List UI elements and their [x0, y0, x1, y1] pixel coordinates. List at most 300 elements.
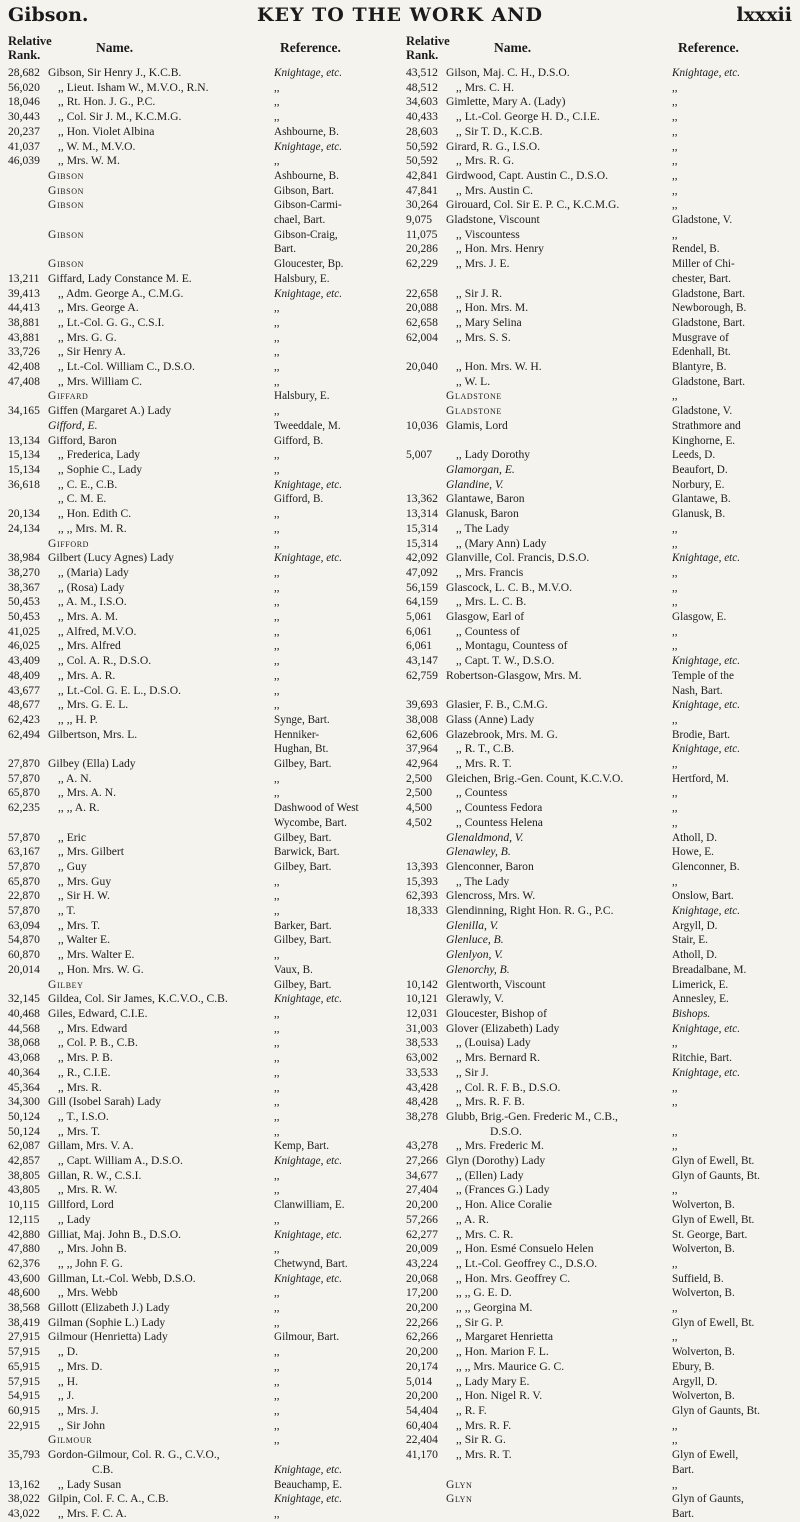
index-entry	[406, 1051, 794, 1066]
entry-reference: Gibson-Craig,	[274, 228, 338, 241]
entry-name: ,, Guy	[58, 859, 87, 873]
entry-reference: ,,	[274, 81, 280, 94]
entry-name: Gleichen, Brig.-Gen. Count, K.C.V.O.	[446, 771, 624, 785]
entry-name: ,, Rt. Hon. J. G., P.C.	[58, 95, 156, 109]
entry-name: ,, Sir John	[58, 1418, 106, 1432]
entry-reference: Kinghorne, E.	[672, 434, 736, 447]
entry-name: Glantawe, Baron	[446, 492, 525, 506]
index-entry	[406, 978, 794, 993]
entry-reference: ,,	[274, 155, 280, 168]
entry-reference: Temple of the	[672, 669, 734, 682]
entry-reference: ,,	[274, 1404, 280, 1417]
index-entry	[8, 551, 396, 566]
entry-rank: 56,159	[406, 580, 438, 594]
index-entry	[8, 1154, 396, 1169]
entry-name: ,, Mrs. Edward	[58, 1021, 128, 1035]
index-entry	[406, 492, 794, 507]
entry-reference: Dashwood of West	[274, 802, 359, 815]
index-entry	[8, 1242, 396, 1257]
entry-reference: Wolverton, B.	[672, 1243, 735, 1256]
index-entry	[406, 95, 794, 110]
entry-rank: 38,419	[8, 1315, 40, 1329]
entry-reference: Gilbey, Bart.	[274, 934, 332, 947]
entry-reference: Gilbey, Bart.	[274, 978, 332, 991]
entry-rank: 18,333	[406, 904, 438, 918]
entry-name: ,, Lady	[58, 1212, 91, 1226]
entry-name: ,, R. T., C.B.	[456, 742, 515, 756]
entry-name: ,, Sir J.	[456, 1065, 489, 1079]
entry-rank: 50,453	[8, 610, 40, 624]
entry-reference: ,,	[274, 331, 280, 344]
entry-name: ,, Capt. T. W., D.S.O.	[456, 654, 555, 668]
entry-reference: Onslow, Bart.	[672, 890, 734, 903]
entry-reference: ,,	[274, 346, 280, 359]
entry-name: Giles, Edward, C.I.E.	[48, 1007, 148, 1020]
entry-reference: ,,	[672, 1257, 678, 1270]
index-entry	[8, 1257, 396, 1272]
entry-reference: Knightage, etc.	[274, 140, 343, 153]
entry-name: ,, Mrs. A. R.	[58, 668, 116, 682]
entry-rank: 22,404	[406, 1433, 438, 1447]
index-entry	[8, 1110, 396, 1125]
index-entry	[406, 684, 794, 699]
entry-reference: Knightage, etc.	[274, 1228, 343, 1241]
entry-name: Gilbertson, Mrs. L.	[48, 727, 138, 741]
entry-reference: ,,	[672, 199, 678, 212]
index-entry	[8, 713, 396, 728]
entry-name: Gladstone	[446, 404, 502, 418]
entry-rank: 47,092	[406, 565, 438, 579]
entry-reference: ,,	[274, 1390, 280, 1403]
entry-reference: Glyn of Gaunts, Bt.	[672, 1169, 760, 1182]
entry-rank: 30,443	[8, 110, 40, 124]
entry-reference: ,,	[274, 508, 280, 521]
entry-reference: ,,	[274, 96, 280, 109]
entry-rank: 12,031	[406, 1007, 438, 1020]
entry-rank: 39,413	[8, 286, 40, 300]
entry-name: ,, ,, Mrs. M. R.	[58, 521, 127, 535]
index-entry	[8, 184, 396, 199]
entry-name: ,, Countess of	[456, 624, 520, 638]
entry-rank: 65,870	[8, 786, 40, 800]
entry-rank: 60,404	[406, 1418, 438, 1432]
entry-reference: ,,	[672, 1184, 678, 1197]
entry-name: ,, Mrs. Guy	[58, 874, 112, 888]
index-entry	[8, 81, 396, 96]
entry-reference: ,,	[274, 375, 280, 388]
entry-name: Giffen (Margaret A.) Lady	[48, 404, 172, 418]
index-entry	[8, 933, 396, 948]
index-entry	[8, 875, 396, 890]
entry-name: ,, W. L.	[456, 374, 491, 388]
entry-name: ,, Countess	[456, 786, 508, 800]
entry-reference: Gilbey, Bart.	[274, 860, 332, 873]
index-entry	[8, 95, 396, 110]
entry-reference: ,,	[274, 1110, 280, 1123]
index-entry	[8, 492, 396, 507]
entry-rank: 18,046	[8, 95, 40, 109]
entry-reference: Glyn of Ewell, Bt.	[672, 1316, 755, 1329]
entry-reference: Breadalbane, M.	[672, 963, 747, 976]
entry-reference: Glenconner, B.	[672, 860, 740, 873]
entry-name: ,, Lieut. Isham W., M.V.O., R.N.	[58, 80, 209, 94]
entry-reference: ,,	[672, 1096, 678, 1109]
entry-rank: 20,174	[406, 1359, 438, 1373]
entry-name: Glover (Elizabeth) Lady	[446, 1021, 560, 1035]
entry-name: Glenconner, Baron	[446, 859, 534, 873]
entry-reference: Wolverton, B.	[672, 1390, 735, 1403]
index-entry	[406, 1375, 794, 1390]
entry-reference: ,,	[274, 1169, 280, 1182]
entry-rank: 20,200	[406, 1389, 438, 1403]
entry-reference: ,,	[274, 405, 280, 418]
entry-rank: 15,134	[8, 462, 40, 476]
entry-name: Gimlette, Mary A. (Lady)	[446, 95, 566, 109]
entry-reference: ,,	[274, 1052, 280, 1065]
entry-reference: Stair, E.	[672, 934, 708, 947]
entry-name: Gilbey	[48, 977, 84, 991]
entry-reference: ,,	[274, 581, 280, 594]
entry-name: ,, Hon. Violet Albina	[58, 124, 155, 138]
index-entry	[406, 1022, 794, 1037]
entry-rank: 24,134	[8, 521, 40, 535]
index-entry	[406, 566, 794, 581]
entry-name: ,, Col. P. B., C.B.	[58, 1036, 138, 1050]
entry-name: ,, Mrs. T.	[58, 1124, 101, 1138]
index-entry	[8, 213, 396, 228]
index-entry	[406, 1316, 794, 1331]
entry-rank: 33,533	[406, 1065, 438, 1079]
entry-name: Glazebrook, Mrs. M. G.	[446, 727, 558, 741]
entry-rank: 20,200	[406, 1345, 438, 1359]
entry-reference: Atholl, D.	[672, 949, 718, 962]
entry-rank: 38,008	[406, 712, 438, 726]
entry-rank: 43,068	[8, 1051, 40, 1065]
entry-reference: Hughan, Bt.	[274, 743, 329, 756]
index-entry	[406, 1198, 794, 1213]
entry-rank: 43,022	[8, 1506, 40, 1520]
index-entry	[406, 389, 794, 404]
entry-name: ,, Mrs. P. B.	[58, 1051, 113, 1065]
entry-name: ,, Sir J. R.	[456, 286, 503, 300]
entry-reference: ,,	[274, 1125, 280, 1138]
entry-rank: 62,494	[8, 727, 40, 741]
index-entry	[8, 654, 396, 669]
entry-reference: Suffield, B.	[672, 1272, 724, 1285]
index-entry	[406, 625, 794, 640]
entry-reference: Gladstone, V.	[672, 214, 733, 227]
index-entry	[406, 1257, 794, 1272]
index-entry	[406, 1036, 794, 1051]
entry-reference: Knightage, etc.	[672, 552, 741, 565]
entry-name: ,, Countess Helena	[456, 815, 543, 829]
index-entry	[8, 1213, 396, 1228]
index-entry	[406, 742, 794, 757]
entry-reference: ,,	[672, 169, 678, 182]
entry-name: ,, Mrs. W. M.	[58, 154, 120, 168]
entry-rank: 41,170	[406, 1448, 438, 1462]
entry-name: Gillford, Lord	[48, 1198, 114, 1212]
entry-rank: 38,022	[8, 1492, 40, 1506]
entry-name: Glyn (Dorothy) Lady	[446, 1154, 546, 1168]
entry-reference: ,,	[672, 184, 678, 197]
entry-rank: 43,512	[406, 66, 438, 79]
index-entry	[406, 1125, 794, 1140]
running-head	[8, 4, 792, 30]
index-entry	[8, 1139, 396, 1154]
index-entry	[406, 1330, 794, 1345]
entry-name: Gilliat, Maj. John B., D.S.O.	[48, 1227, 182, 1241]
entry-rank: 28,603	[406, 124, 438, 138]
index-entry	[8, 1419, 396, 1434]
index-entry	[406, 1139, 794, 1154]
entry-reference: Knightage, etc.	[274, 478, 343, 491]
index-entry	[406, 478, 794, 493]
entry-rank: 48,677	[8, 698, 40, 712]
entry-name: ,, Lt.-Col. G. G., C.S.I.	[58, 315, 165, 329]
index-entry	[8, 316, 396, 331]
entry-list	[8, 66, 396, 1522]
entry-name: Glentworth, Viscount	[446, 977, 546, 991]
entry-rank: 57,870	[8, 771, 40, 785]
entry-name: ,, A. N.	[58, 771, 92, 785]
index-entry	[8, 669, 396, 684]
entry-rank: 48,600	[8, 1286, 40, 1300]
entry-name: ,, Alfred, M.V.O.	[58, 624, 137, 638]
entry-rank: 50,453	[8, 595, 40, 609]
entry-name: ,, Mrs. R. T.	[456, 757, 512, 771]
index-entry	[406, 1110, 794, 1125]
entry-reference: Glyn of Gaunts,	[672, 1493, 744, 1506]
entry-reference: Beauchamp, E.	[274, 1478, 343, 1491]
entry-name: Gilbey (Ella) Lady	[48, 757, 136, 771]
index-entry	[406, 1095, 794, 1110]
entry-rank: 40,468	[8, 1007, 40, 1020]
index-entry	[406, 140, 794, 155]
entry-name: Gildea, Col. Sir James, K.C.V.O., C.B.	[48, 992, 228, 1006]
entry-name: Gibson	[48, 168, 84, 182]
entry-reference: ,,	[274, 1213, 280, 1226]
entry-name: Gilbert (Lucy Agnes) Lady	[48, 551, 174, 565]
index-entry	[406, 772, 794, 787]
index-entry	[8, 1433, 396, 1448]
entry-reference: chester, Bart.	[672, 272, 731, 285]
entry-rank: 54,404	[406, 1403, 438, 1417]
entry-name: Glendinning, Right Hon. R. G., P.C.	[446, 904, 614, 918]
entry-name: ,, Hon. Alice Coralie	[456, 1198, 552, 1212]
index-entry	[8, 287, 396, 302]
entry-rank: 62,393	[406, 889, 438, 903]
entry-reference: ,,	[672, 1140, 678, 1153]
index-entry	[406, 757, 794, 772]
index-entry	[406, 125, 794, 140]
entry-name: ,, Walter E.	[58, 933, 110, 947]
entry-name: Glenluce, B.	[446, 933, 504, 947]
entry-rank: 50,124	[8, 1109, 40, 1123]
index-entry	[8, 1507, 396, 1522]
index-entry	[8, 1330, 396, 1345]
entry-rank: 46,025	[8, 639, 40, 653]
entry-reference: Glyn of Gaunts, Bt.	[672, 1404, 760, 1417]
entry-reference: chael, Bart.	[274, 214, 326, 227]
entry-name: ,, Mrs. Francis	[456, 565, 524, 579]
index-entry	[406, 948, 794, 963]
page-number: lxxxii	[736, 4, 792, 26]
entry-name: ,, Mrs. C. H.	[456, 80, 514, 94]
index-entry	[406, 434, 794, 449]
entry-reference: Nash, Bart.	[672, 684, 723, 697]
entry-reference: Glantawe, B.	[672, 493, 731, 506]
entry-rank: 47,408	[8, 374, 40, 388]
entry-rank: 27,266	[406, 1154, 438, 1168]
entry-rank: 43,881	[8, 330, 40, 344]
entry-rank: 5,061	[406, 610, 433, 624]
index-entry	[8, 1036, 396, 1051]
entry-name: ,, Mrs. Alfred	[58, 639, 121, 653]
index-entry	[406, 889, 794, 904]
entry-rank: 10,036	[406, 418, 438, 432]
entry-name: ,, Montagu, Countess of	[456, 639, 568, 653]
entry-reference: Synge, Bart.	[274, 713, 330, 726]
entry-reference: Chetwynd, Bart.	[274, 1257, 348, 1270]
entry-rank: 57,870	[8, 904, 40, 918]
entry-rank: 62,229	[406, 257, 438, 271]
entry-name: ,, ,, A. R.	[58, 801, 100, 815]
entry-name: Gillam, Mrs. V. A.	[48, 1139, 134, 1153]
index-entry	[8, 154, 396, 169]
entry-reference: Glanusk, B.	[672, 508, 726, 521]
index-column-right	[406, 32, 794, 1522]
entry-rank: 62,235	[8, 801, 40, 815]
entry-rank: 11,075	[406, 227, 438, 241]
index-entry	[8, 698, 396, 713]
entry-reference: Edenhall, Bt.	[672, 346, 731, 359]
entry-reference: Gifford, B.	[274, 434, 324, 447]
entry-name: Gill (Isobel Sarah) Lady	[48, 1095, 162, 1109]
index-entry	[406, 816, 794, 831]
entry-rank: 41,025	[8, 624, 40, 638]
entry-reference: Gloucester, Bp.	[274, 258, 344, 271]
entry-rank: 46,039	[8, 154, 40, 168]
entry-rank: 63,002	[406, 1051, 438, 1065]
entry-rank: 44,568	[8, 1021, 40, 1035]
index-entry	[406, 610, 794, 625]
entry-name: ,, Mrs. William C.	[58, 374, 143, 388]
entry-rank: 9,075	[406, 213, 433, 227]
index-entry	[406, 1404, 794, 1419]
index-entry	[406, 419, 794, 434]
index-entry	[8, 1286, 396, 1301]
index-entry	[406, 904, 794, 919]
index-entry	[406, 1286, 794, 1301]
entry-rank: 30,264	[406, 198, 438, 212]
entry-rank: 42,857	[8, 1154, 40, 1168]
entry-name: Glass (Anne) Lady	[446, 712, 535, 726]
entry-reference: Knightage, etc.	[274, 1493, 343, 1506]
entry-rank: 43,147	[406, 654, 438, 668]
entry-rank: 64,159	[406, 595, 438, 609]
entry-reference: Blantyre, B.	[672, 361, 727, 374]
entry-name: ,, C. M. E.	[58, 492, 107, 506]
entry-rank: 42,880	[8, 1227, 40, 1241]
entry-reference: Wolverton, B.	[672, 1346, 735, 1359]
entry-rank: 54,870	[8, 933, 40, 947]
entry-name: ,, Margaret Henrietta	[456, 1330, 554, 1344]
entry-reference: ,,	[274, 302, 280, 315]
column-header-reference: Reference.	[280, 40, 341, 55]
entry-name: ,, The Lady	[456, 521, 510, 535]
entry-rank: 10,115	[8, 1198, 40, 1212]
entry-name: ,, Mrs. R.	[58, 1080, 102, 1094]
index-entry	[406, 169, 794, 184]
entry-reference: ,,	[274, 699, 280, 712]
entry-name: ,, Mrs. A. N.	[58, 786, 116, 800]
entry-rank: 50,592	[406, 139, 438, 153]
entry-reference: Glyn of Ewell, Bt.	[672, 1155, 755, 1168]
index-entry	[8, 728, 396, 743]
entry-rank: 34,603	[406, 95, 438, 109]
entry-reference: Halsbury, E.	[274, 272, 330, 285]
index-entry	[8, 742, 396, 757]
entry-rank: 40,364	[8, 1065, 40, 1079]
index-entry	[406, 1345, 794, 1360]
entry-reference: Knightage, etc.	[672, 699, 741, 712]
entry-name: ,, Mrs. J.	[58, 1403, 99, 1417]
index-entry	[8, 242, 396, 257]
index-entry	[8, 1492, 396, 1507]
entry-rank: 4,502	[406, 815, 433, 829]
index-entry	[406, 81, 794, 96]
entry-rank: 34,165	[8, 404, 40, 418]
entry-rank: 22,870	[8, 889, 40, 903]
entry-rank: 22,658	[406, 286, 438, 300]
entry-reference: ,,	[274, 566, 280, 579]
entry-name: ,, Lady Susan	[58, 1477, 122, 1491]
entry-name: ,, (Louisa) Lady	[456, 1036, 531, 1050]
entry-reference: Norbury, E.	[672, 478, 725, 491]
entry-name: ,, ,, Mrs. Maurice G. C.	[456, 1359, 565, 1373]
entry-rank: 57,266	[406, 1212, 438, 1226]
entry-reference: Henniker-	[274, 728, 320, 741]
entry-reference: ,,	[672, 228, 678, 241]
entry-name: ,, W. M., M.V.O.	[58, 139, 136, 153]
entry-reference: ,,	[274, 875, 280, 888]
entry-rank: 6,061	[406, 639, 433, 653]
entry-name: ,, Adm. George A., C.M.G.	[58, 286, 184, 300]
index-entry	[8, 581, 396, 596]
index-entry	[8, 301, 396, 316]
entry-rank: 13,314	[406, 507, 438, 521]
index-entry	[8, 1228, 396, 1243]
entry-rank: 20,286	[406, 242, 438, 256]
index-entry	[8, 1095, 396, 1110]
entry-reference: ,,	[672, 1081, 678, 1094]
entry-rank: 65,870	[8, 874, 40, 888]
entry-reference: ,,	[274, 1008, 280, 1020]
entry-rank: 47,841	[406, 183, 438, 197]
entry-rank: 63,094	[8, 918, 40, 932]
entry-rank: 34,300	[8, 1095, 40, 1109]
entry-rank: 38,881	[8, 315, 40, 329]
entry-reference: Miller of Chi-	[672, 258, 735, 271]
entry-rank: 42,092	[406, 551, 438, 565]
entry-rank: 38,367	[8, 580, 40, 594]
entry-name: ,, ,, John F. G.	[58, 1256, 123, 1270]
index-entry	[406, 801, 794, 816]
entry-reference: ,,	[672, 875, 678, 888]
entry-rank: 20,237	[8, 124, 40, 138]
entry-reference: Knightage, etc.	[672, 905, 741, 918]
